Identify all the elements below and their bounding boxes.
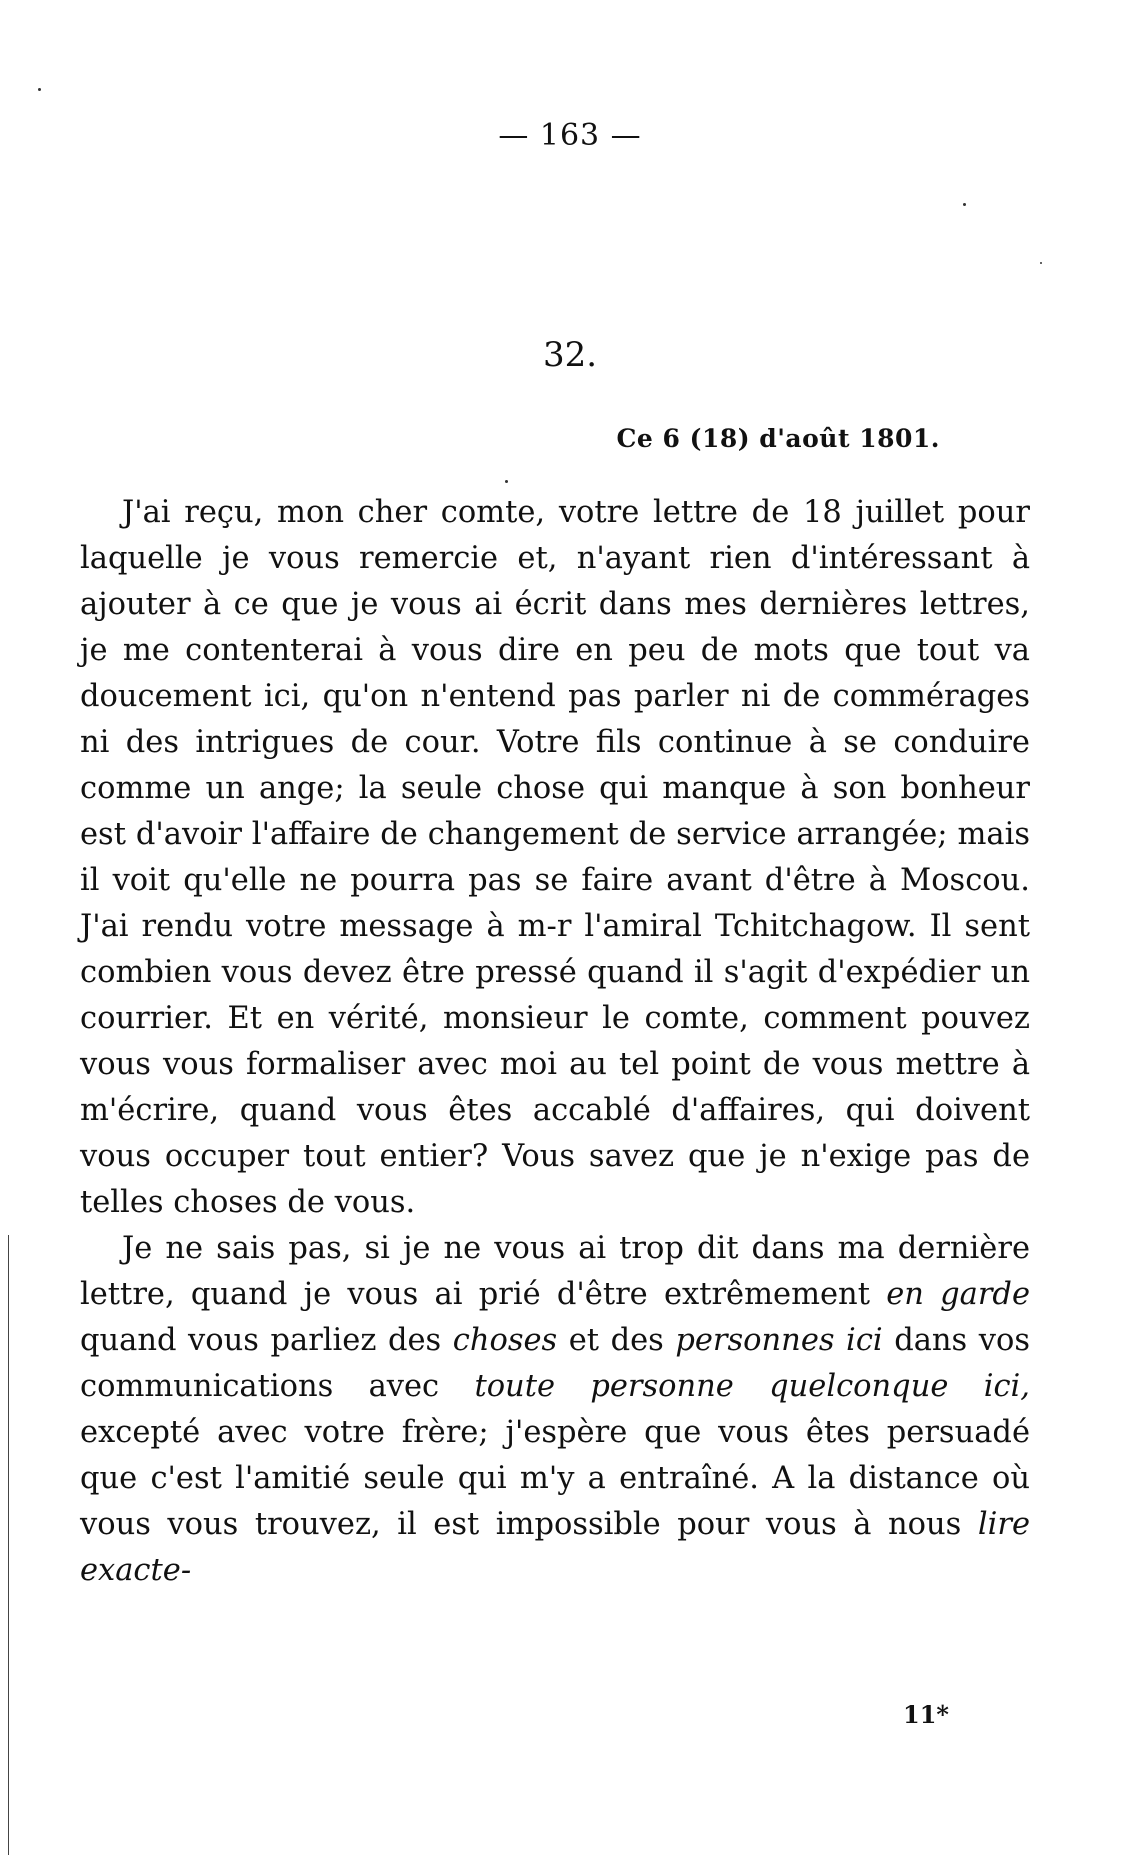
paragraph-1: J'ai reçu, mon cher comte, votre lettre de 18 juillet pour laquelle je vous remercie et, n'ayant rien d'intéressant à ajouter à ce que je vous ai écrit dans mes dernières lettres, je me contenterai à vous dire en peu de mots que tout va doucement ici, qu'on n'entend pas parler ni de commérages ni des intrigues de cour. Votre fils continue à se conduire comme un ange; la seule chose qui manque à son bonheur est d'avoir l'affaire de changement de service arrangée; mais il voit qu'elle ne pourra pas se faire avant d'être à Moscou. J'ai rendu votre message à m-r l'amiral Tchitchagow. Il sent combien vous devez être pressé quand il s'agit d'expédier un courrier. Et en vérité, monsieur le comte, comment pouvez vous vous formaliser avec moi au tel point de vous mettre à m'écrire, quand vous êtes accablé d'affaires, qui doivent vous occuper tout entier? Vous savez que je n'exige pas de telles choses de vous. bbox=[80, 495, 1030, 1220]
paragraph-2 bbox=[80, 1226, 1030, 1594]
paragraph-2-italic: en garde bbox=[886, 1277, 1031, 1312]
paragraph-2-text: quand vous parliez des bbox=[80, 1323, 453, 1358]
letter-body bbox=[80, 490, 1030, 1594]
scan-speck bbox=[38, 88, 41, 91]
paragraph-2-text: Je ne sais pas, si je ne vous ai trop dit dans ma dernière lettre, quand je vous ai prié d'être extrêmement bbox=[80, 1231, 1030, 1312]
paragraph-2-text: dans vos communications avec bbox=[80, 1323, 1030, 1404]
paragraph-2-italic: lire exacte- bbox=[80, 1507, 1030, 1588]
scan-speck bbox=[505, 480, 508, 483]
scan-speck bbox=[963, 203, 966, 206]
paragraph-2-text: excepté avec votre frère; j'espère que vous êtes persuadé que c'est l'amitié seule qui m'y a entraîné. A la distance où vous vous trouvez, il est impossible pour vous à nous bbox=[80, 1415, 1030, 1542]
paragraph-2-italic: choses bbox=[452, 1323, 558, 1358]
page-number: — 163 — bbox=[498, 118, 642, 153]
letter-dateline: Ce 6 (18) d'août 1801. bbox=[616, 424, 940, 453]
paragraph-2-text: et des bbox=[557, 1323, 676, 1358]
scan-edge bbox=[8, 1235, 9, 1855]
letter-number: 32. bbox=[542, 335, 598, 375]
scan-speck bbox=[1040, 262, 1042, 264]
paragraph-2-italic: personnes ici bbox=[675, 1323, 883, 1358]
paragraph-2-italic: toute personne quelconque ici, bbox=[474, 1369, 1030, 1404]
signature-mark: 11* bbox=[903, 1700, 949, 1729]
